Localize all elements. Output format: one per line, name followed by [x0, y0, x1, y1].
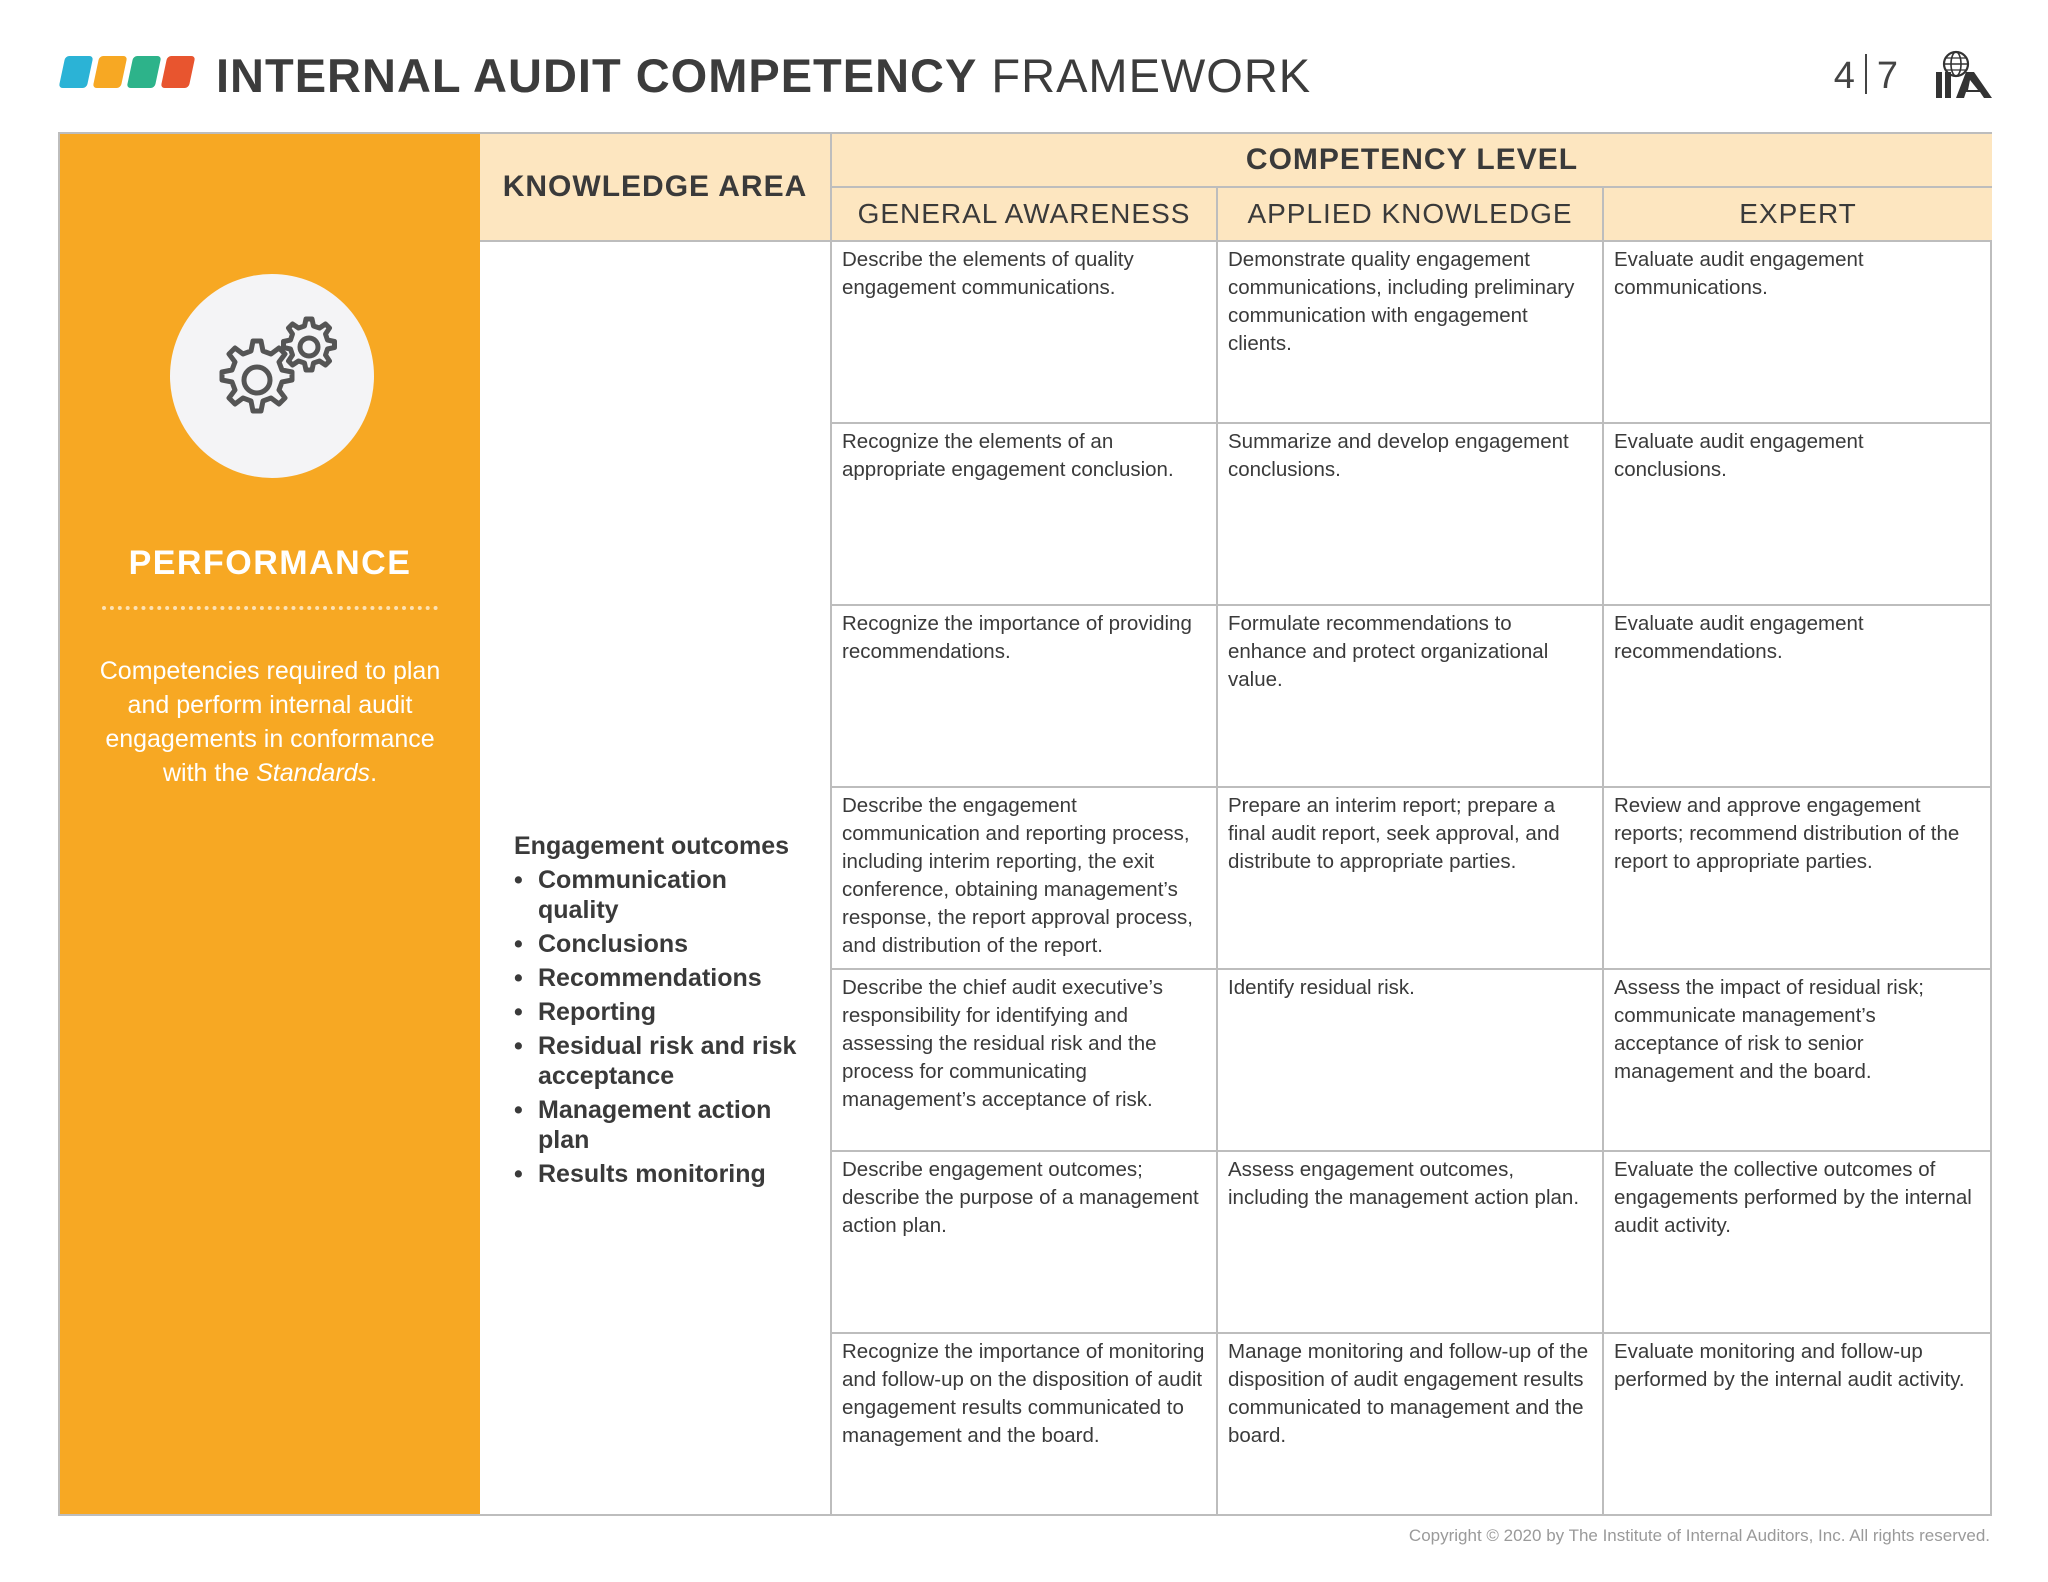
page-divider: [1865, 54, 1867, 94]
table-cell: Evaluate monitoring and follow-up performed by the internal audit activity.: [1614, 1340, 1965, 1391]
level-header-applied-knowledge: APPLIED KNOWLEDGE: [1218, 188, 1604, 242]
page-number: [1834, 54, 1898, 98]
list-item: • Results monitoring: [514, 1159, 814, 1189]
table-cell: Evaluate audit engagement communications.: [1604, 242, 1992, 424]
list-item: • Communication quality: [514, 865, 814, 925]
iia-globe-logo-icon: [1934, 48, 1994, 100]
table-cell: Prepare an interim report; prepare a final audit report, seek approval, and distribute to appropriate parties.: [1218, 788, 1604, 970]
page-title-light: FRAMEWORK: [991, 49, 1312, 102]
level-header-general-awareness: GENERAL AWARENESS: [832, 188, 1218, 242]
copyright-notice: Copyright © 2020 by The Institute of Internal Auditors, Inc. All rights reserved.: [1408, 1526, 1990, 1545]
page-current: 4: [1833, 55, 1855, 97]
knowledge-area-content: [514, 832, 814, 1193]
gear-badge: [170, 274, 374, 478]
knowledge-area-list: [514, 865, 814, 1189]
sidebar-performance: [60, 134, 480, 1514]
brand-stripe: [93, 56, 128, 88]
brand-stripe: [127, 56, 162, 88]
page-header: [58, 48, 1994, 104]
table-cell: Assess engagement outcomes, including the management action plan.: [1218, 1152, 1604, 1334]
gears-icon: [197, 311, 347, 441]
knowledge-area-cell: [480, 242, 832, 1514]
table-cell: Formulate recommendations to enhance and protect organizational value.: [1218, 606, 1604, 788]
table-cell: Demonstrate quality engagement communications, including preliminary communication with engagement clients.: [1218, 242, 1604, 424]
list-item: • Recommendations: [514, 963, 814, 993]
dotted-divider: [102, 606, 438, 610]
table-cell: Summarize and develop engagement conclusions.: [1218, 424, 1604, 606]
table-cell: Describe engagement outcomes; describe the purpose of a management action plan.: [832, 1152, 1218, 1334]
table-cell: Recognize the importance of providing recommendations.: [832, 606, 1218, 788]
section-description: [90, 654, 450, 790]
level-header-expert: EXPERT: [1604, 188, 1992, 242]
table-cell: Assess the impact of residual risk; communicate management’s acceptance of risk to senior management and the board.: [1604, 970, 1992, 1152]
description-end: .: [370, 759, 378, 787]
page-title: [216, 48, 1311, 103]
brand-stripes: [58, 56, 198, 88]
knowledge-area-lead: Engagement outcomes: [514, 832, 790, 860]
list-item: • Residual risk and risk acceptance: [514, 1031, 814, 1091]
section-title: PERFORMANCE: [128, 544, 412, 582]
table-cell: Evaluate the collective outcomes of engagements performed by the internal audit activity.: [1604, 1152, 1992, 1334]
page-total: 7: [1876, 55, 1898, 97]
knowledge-area-header: KNOWLEDGE AREA: [480, 134, 832, 242]
table-cell: Describe the engagement communication and reporting process, including interim reporting, the exit conference, obtaining management’s response, the report approval process, and distribution of the report.: [832, 788, 1218, 970]
list-item: • Conclusions: [514, 929, 814, 959]
table-cell: Recognize the elements of an appropriate engagement conclusion.: [832, 424, 1218, 606]
description-main: Competencies required to plan and perform internal audit engagements in conformance with the: [99, 657, 441, 787]
competency-table: [480, 134, 1992, 1514]
table-cell: Manage monitoring and follow-up of the disposition of audit engagement results communicated to management and the board.: [1218, 1334, 1604, 1516]
competency-level-header: COMPETENCY LEVEL: [832, 134, 1992, 188]
description-italic: Standards: [256, 759, 371, 787]
table-cell: Evaluate audit engagement recommendations.: [1604, 606, 1992, 788]
table-cell: Describe the elements of quality engagement communications.: [832, 242, 1218, 424]
brand-stripe: [161, 56, 196, 88]
list-item: • Management action plan: [514, 1095, 814, 1155]
table-cell: Evaluate audit engagement conclusions.: [1604, 424, 1992, 606]
table-cell: Recognize the importance of monitoring and follow-up on the disposition of audit engagement results communicated to management and the board.: [832, 1334, 1218, 1516]
table-cell: Review and approve engagement reports; recommend distribution of the report to appropriate parties.: [1604, 788, 1992, 970]
list-item: • Reporting: [514, 997, 814, 1027]
page-title-bold: INTERNAL AUDIT COMPETENCY: [216, 49, 978, 102]
table-cell: Identify residual risk.: [1218, 970, 1604, 1152]
competency-frame: [58, 132, 1992, 1516]
brand-stripe: [59, 56, 94, 88]
table-cell: Describe the chief audit executive’s responsibility for identifying and assessing the residual risk and the process for communicating management’s acceptance of risk.: [832, 970, 1218, 1152]
